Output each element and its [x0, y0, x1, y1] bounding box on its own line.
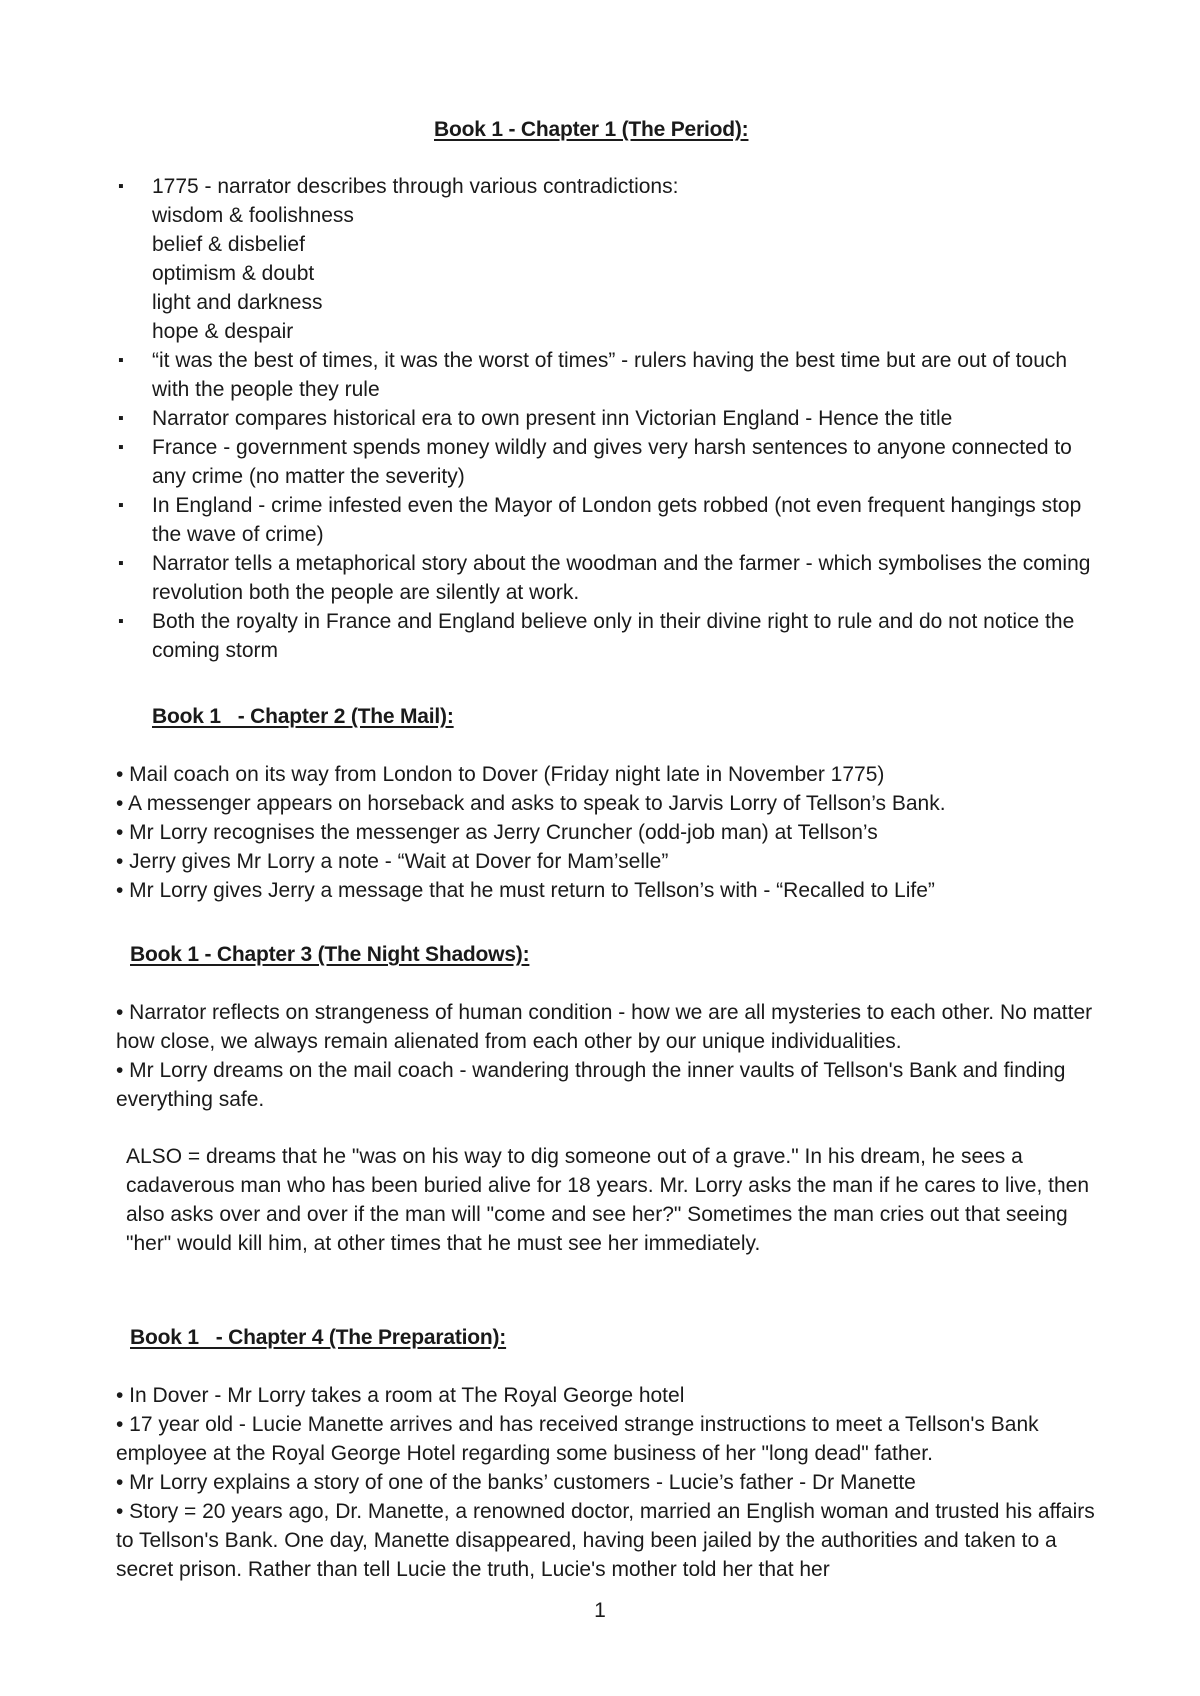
contradiction-item: optimism & doubt — [152, 262, 315, 285]
bullet-icon: ▪ — [118, 439, 124, 456]
list-item: • Mr Lorry explains a story of one of the banks’ customers - Lucie’s father - Dr Manette — [116, 1471, 916, 1494]
contradiction-item: wisdom & foolishness — [152, 204, 354, 227]
contradiction-item: light and darkness — [152, 291, 323, 314]
list-item: • In Dover - Mr Lorry takes a room at The Royal George hotel — [116, 1384, 685, 1407]
bullet-icon: ▪ — [118, 352, 124, 369]
chapter-4-bullet-list — [116, 1381, 1096, 1584]
list-item: • Mr Lorry dreams on the mail coach - wandering through the inner vaults of Tellson's Bank and finding everything safe. — [116, 1059, 1066, 1111]
contradiction-item: belief & disbelief — [152, 233, 305, 256]
chapter-3-heading: Book 1 - Chapter 3 (The Night Shadows): — [130, 943, 530, 966]
list-item: • Narrator reflects on strangeness of human condition - how we are all mysteries to each other. No matter how close, we always remain alienated from each other by our unique individualities. — [116, 1001, 1093, 1053]
list-item: ▪ Both the royalty in France and England believe only in their divine right to rule and do not notice the coming storm — [152, 607, 1092, 665]
list-item: ▪ “it was the best of times, it was the worst of times” - rulers having the best time but are out of touch with the people they rule — [152, 346, 1092, 404]
chapter-4-heading: Book 1 - Chapter 4 (The Preparation): — [130, 1326, 507, 1349]
list-item: ▪ France - government spends money wildly and gives very harsh sentences to anyone connected to any crime (no matter the severity) — [152, 433, 1092, 491]
list-item: • Mail coach on its way from London to Dover (Friday night late in November 1775) — [116, 763, 885, 786]
list-item: ▪ In England - crime infested even the Mayor of London gets robbed (not even frequent hangings stop the wave of crime) — [152, 491, 1092, 549]
contradiction-item: hope & despair — [152, 320, 294, 343]
list-item: • Jerry gives Mr Lorry a note - “Wait at Dover for Mam’selle” — [116, 850, 669, 873]
chapter-2-heading: Book 1 - Chapter 2 (The Mail): — [152, 705, 454, 728]
list-item: • Mr Lorry recognises the messenger as Jerry Cruncher (odd-job man) at Tellson’s — [116, 821, 878, 844]
list-item: ▪ 1775 - narrator describes through various contradictions: wisdom & foolishness belief & disbelief optimism & doubt light and darkness hope & despair — [152, 172, 1092, 346]
list-item: • Mr Lorry gives Jerry a message that he must return to Tellson’s with - “Recalled to Life” — [116, 879, 935, 902]
list-item: ▪ Narrator compares historical era to own present inn Victorian England - Hence the title — [152, 404, 1092, 433]
chapter-3-bullet-list — [116, 998, 1096, 1114]
list-item: • Story = 20 years ago, Dr. Manette, a renowned doctor, married an English woman and trusted his affairs to Tellson's Bank. One day, Manette disappeared, having been jailed by the authorities and taken to a secret prison. Rather than tell Lucie the truth, Lucie's mother told her that her — [116, 1500, 1095, 1581]
list-item: ▪ Narrator tells a metaphorical story about the woodman and the farmer - which symbolises the coming revolution both the people are silently at work. — [152, 549, 1092, 607]
bullet-icon: ▪ — [118, 410, 124, 427]
list-item: • 17 year old - Lucie Manette arrives and has received strange instructions to meet a Tellson's Bank employee at the Royal George Hotel regarding some business of her "long dead" father. — [116, 1413, 1039, 1465]
list-item: • A messenger appears on horseback and asks to speak to Jarvis Lorry of Tellson’s Bank. — [116, 792, 946, 815]
chapter-1-bullet-list — [118, 172, 1092, 665]
bullet-icon: ▪ — [118, 555, 124, 572]
bullet-icon: ▪ — [118, 613, 124, 630]
chapter-3-also-paragraph: ALSO = dreams that he "was on his way to dig someone out of a grave." In his dream, he sees a cadaverous man who has been buried alive for 18 years. Mr. Lorry asks the man if he cares to live, then also asks over and over if the man will "come and see her?" Sometimes the man cries out that seeing "her" would kill him, at other times that he must see her immediately. — [126, 1145, 1089, 1255]
chapter-1-heading: Book 1 - Chapter 1 (The Period): — [434, 118, 749, 141]
chapter-2-bullet-list — [116, 760, 1096, 905]
bullet-icon: ▪ — [118, 497, 124, 514]
bullet-icon: ▪ — [118, 178, 124, 195]
page-number: 1 — [594, 1599, 606, 1622]
